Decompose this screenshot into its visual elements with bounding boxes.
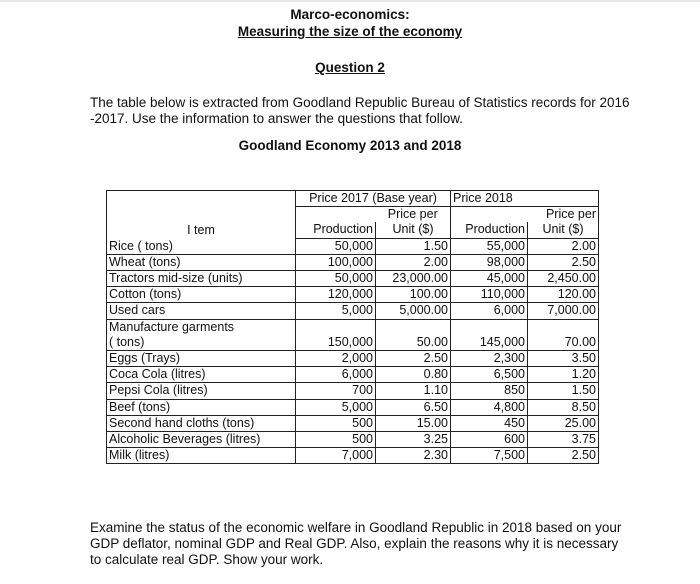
unit-2017-header: Unit ($) [376,222,451,238]
price-2017-cell: 1.10 [376,383,451,399]
course-title: Marco-economics: [290,7,410,22]
unit-2018-header: Unit ($) [528,222,599,238]
production-2017-cell: 5,000 [296,303,376,319]
price-2017-cell: 15.00 [376,415,451,431]
price-2017-header: Price 2017 (Base year) [296,191,451,207]
price-2017-cell: 1.50 [376,238,451,254]
price-2017-cell: 50.00 [376,319,451,350]
table-row [107,254,599,270]
price-2018-cell: 2.50 [571,448,596,463]
item-cell: Alcoholic Beverages (litres) [107,432,296,448]
production-2017-cell: 50,000 [296,271,376,287]
production-2017-cell: 50,000 [296,238,376,254]
item-cell: Pepsi Cola (litres) [107,383,296,399]
production-2017-cell: 7,000 [296,448,376,464]
table-row [107,271,599,287]
item-cell: Beef (tons) [107,399,296,415]
price-2017-cell: 2.00 [376,254,451,270]
production-2017-header: Production [296,222,376,238]
item-cell [107,319,296,350]
production-2018-cell: 850 [451,383,528,399]
price-2018-cell: 3.75 [528,432,599,448]
table-row [107,399,599,415]
item-cell: Cotton (tons) [107,287,296,303]
production-2018-cell: 2,300 [451,351,528,367]
price-2017-cell: 23,000.00 [376,271,451,287]
intro-paragraph: The table below is extracted from Goodland Republic Bureau of Statistics records for 2016 -2017. Use the information to answer the questions that follow. [90,95,630,126]
production-2018-cell: 6,500 [451,367,528,383]
production-2018-cell: 55,000 [451,238,528,254]
production-2017-cell: 100,000 [296,254,376,270]
production-2018-cell: 450 [451,415,528,431]
price-2018-cell: 2.00 [528,238,599,254]
production-2017-cell: 700 [296,383,376,399]
price-2018-cell: 120.00 [528,287,599,303]
price-2017-cell: 2.30 [376,448,451,464]
production-2017-cell: 500 [296,415,376,431]
price-2018-header: Price 2018 [451,191,599,207]
price-2018-cell: 70.00 [528,319,599,350]
production-2017-cell: 5,000 [296,399,376,415]
item-cell: Second hand cloths (tons) [107,415,296,431]
item-cell: Eggs (Trays) [107,351,296,367]
production-2018-cell: 6,000 [451,303,528,319]
item-cell: Milk (litres) [107,448,296,464]
production-2018-cell: 7,500 [451,448,528,464]
item-cell: Wheat (tons) [107,254,296,270]
table-row [107,383,599,399]
price-2017-cell: 6.50 [376,399,451,415]
price-2017-cell: 100.00 [376,287,451,303]
table-row [107,432,599,448]
table-row [107,303,599,319]
production-2017-cell: 120,000 [296,287,376,303]
question-heading: Question 2 [315,60,385,75]
table-row [107,238,599,254]
table-title: Goodland Economy 2013 and 2018 [238,138,462,153]
production-2017-cell: 500 [296,432,376,448]
price-2017-cell: 0.80 [376,367,451,383]
production-2017-cell: 6,000 [296,367,376,383]
item-cell-line2: ( tons) [109,334,145,349]
price-2018-cell: 2,450.00 [528,271,599,287]
price-2017-cell: 5,000.00 [376,303,451,319]
price-per-2017-header: Price per [376,207,451,223]
top-border [0,0,700,2]
production-2018-cell: 4,800 [451,399,528,415]
item-cell: Used cars [107,303,296,319]
table-row [107,287,599,303]
production-2018-cell: 98,000 [451,254,528,270]
table-row [107,415,599,431]
price-2018-cell: 1.20 [528,367,599,383]
item-cell: Coca Cola (litres) [107,367,296,383]
price-2018-cell: 7,000.00 [528,303,599,319]
price-2018-cell: 3.50 [528,351,599,367]
price-2018-cell: 1.50 [528,383,599,399]
price-2017-cell: 3.25 [376,432,451,448]
production-2017-cell: 150,000 [296,319,376,350]
question-paragraph: Examine the status of the economic welfare in Goodland Republic in 2018 based on your GDP deflator, nominal GDP and Real GDP. Also, explain the reasons why it is necessary to calculate real GDP. Show your work. [90,520,622,567]
page-subtitle: Measuring the size of the economy [237,24,463,39]
production-2017-cell: 2,000 [296,351,376,367]
table-row [107,351,599,367]
table-row [107,319,599,350]
table-row [107,367,599,383]
price-2018-cell: 2.50 [528,254,599,270]
price-2017-cell: 2.50 [376,351,451,367]
item-column-header: I tem [107,191,296,239]
table-row [107,448,599,464]
price-2018-cell: 25.00 [528,415,599,431]
price-2018-cell: 8.50 [528,399,599,415]
production-2018-header: Production [451,222,528,238]
production-2018-cell: 145,000 [451,319,528,350]
item-cell: Rice ( tons) [107,238,296,254]
economy-table [106,190,599,464]
production-2018-cell: 110,000 [451,287,528,303]
item-cell-line1: Manufacture garments [109,319,235,334]
production-2018-cell: 600 [451,432,528,448]
item-cell: Tractors mid-size (units) [107,271,296,287]
production-2018-cell: 45,000 [451,271,528,287]
price-per-2018-header: Price per [545,207,596,222]
